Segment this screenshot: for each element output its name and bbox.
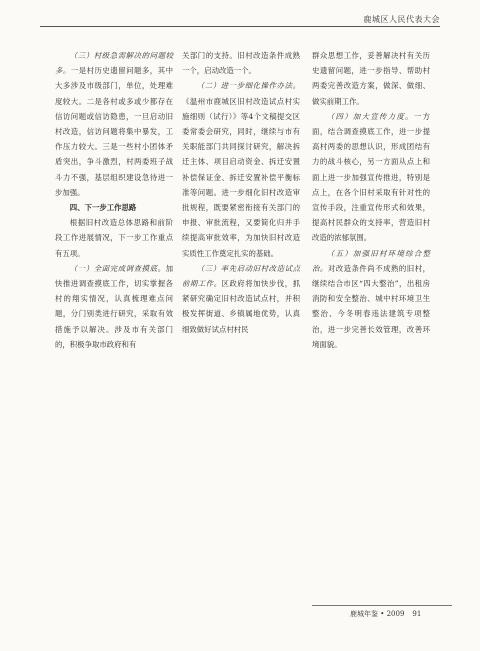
column-2	[182, 48, 300, 337]
paragraph-text: 加快推进调查摸底工作，切实掌握各村的翔实情况，认真梳理难点问题，分门别类进行研究，采取有效措施予以解决。涉及市有关部门的，积极争取市政府和有	[55, 263, 173, 349]
page-footer	[350, 609, 421, 619]
paragraph-text: 一是村历史遗留问题多，其中大多涉及市级部门，单位，处理难度较大。二是各村或多或少都存在信访问题或信访隐患，一旦启动旧村改造，信访问题将集中暴发，工作压力较大。三是一些村小团体矛盾突出，争斗激烈，村两委班子战斗力不强，基层组织建设急待进一步加强。	[55, 66, 173, 197]
paragraph-text: 对改造条件尚不成熟的旧村，继续结合市区“四大整治”，出租房消防和安全整治、城中村环境卫生整治、今冬明春违法建筑专项整治，进一步完善长效管理，改善环境面貌。	[312, 263, 430, 349]
paragraph-lead: （三）率先启动旧村改造试点前期工作。	[182, 263, 300, 289]
paragraph-survey	[55, 261, 173, 352]
section-heading: 四、下一步工作思路	[69, 203, 137, 213]
paragraph-environment	[312, 246, 430, 352]
paragraph-publicity	[312, 109, 430, 246]
running-header: 鹿城区人民代表大会	[363, 15, 440, 24]
column-1	[55, 48, 173, 352]
paragraph-continuation: 关部门的支持。旧村改造条件成熟一个，启动改造一个。	[182, 51, 300, 76]
paragraph-lead: （三）村级急需解决的问题较多。	[55, 51, 173, 76]
page-number: 91	[412, 610, 422, 618]
header-rule	[40, 26, 440, 27]
paragraph-lead: （四）加大宣传力度。	[326, 111, 414, 121]
paragraph-text: 区政府将加快步伐，抓紧研究确定旧村改造试点村，并积极发挥街道、乡镇属地优势，认真细致做好试点村村民	[182, 279, 300, 334]
column-3	[312, 48, 430, 352]
paragraph-village-problems	[55, 48, 173, 200]
paragraph-lead: （五）加强旧村环境综合整治。	[312, 248, 430, 273]
paragraph-lead: （一）全面完成调查摸底。	[69, 263, 166, 273]
paragraph-pilot-launch	[182, 261, 300, 337]
paragraph-refine-methods	[182, 78, 300, 260]
paragraph-continuation: 群众思想工作，妥善解决村有关历史遗留问题，进一步指导、帮助村两委完善改造方案，做深、做细、做实前期工作。	[312, 51, 430, 106]
footer-rule	[312, 605, 452, 606]
paragraph-text: 一方面，结合调查摸底工作，进一步提高村两委的思想认识，形成团结有力的战斗核心，另一方面从点上和面上进一步加强宣传推进，特别是点上，在各个旧村采取有针对性的宣传手段，注重宣传形式和效果，提高村民群众的支持率，营造旧村改造的浓郁氛围。	[312, 111, 430, 243]
paragraph-work-plan: 根据旧村改造总体思路和前阶段工作进展情况，下一步工作重点有五项。	[55, 218, 173, 258]
paragraph-lead: （二）进一步细化操作办法。	[196, 81, 300, 91]
paragraph-text: 《温州市鹿城区旧村改造试点村实施细则（试行）》等4个文稿提交区委常委会研究，同时，继续与市有关职能部门共同探讨研究，解决拆迁主体、项目启动资金、拆迁安置补偿保证金、拆迁安置补偿平衡标准等问题。进一步细化旧村改造审批规程，既要紧密衔接有关部门的申报、审批流程，又要简化归并手续提高审批效率，为加快旧村改造实质性工作奠定扎实的基础。	[182, 96, 300, 258]
footer-source: 鹿城年鉴 • 2009	[350, 610, 405, 618]
